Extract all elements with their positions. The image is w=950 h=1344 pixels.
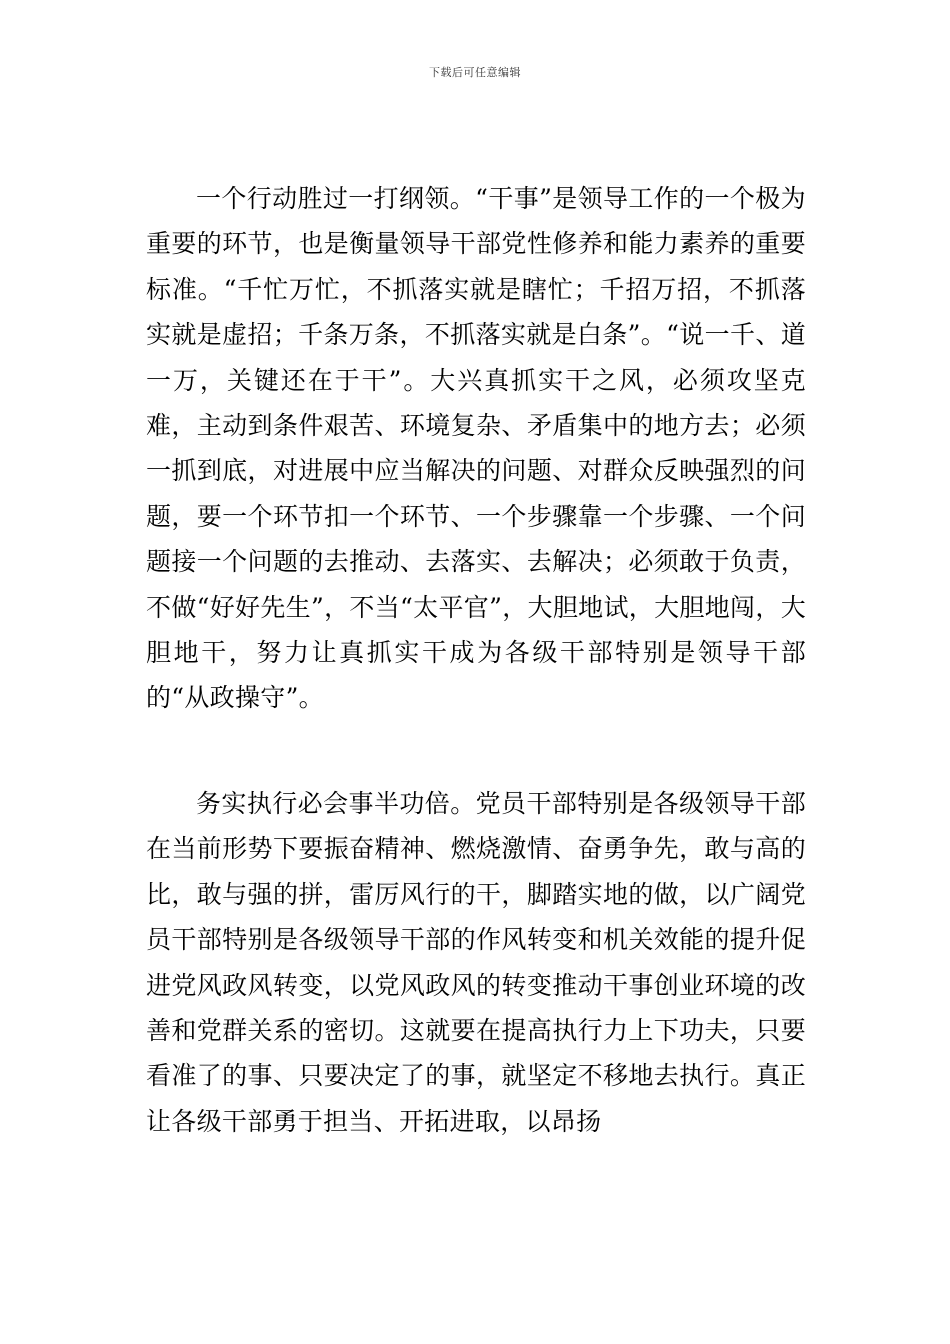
paragraph: 一个行动胜过一打纲领。“干事”是领导工作的一个极为重要的环节，也是衡量领导干部党性修养和能力素养的重要标准。“千忙万忙，不抓落实就是瞎忙；千招万招，不抓落实就是虚招；千条万条，不抓落实就是白条”。“说一千、道一万，关键还在于干”。大兴真抓实干之风，必须攻坚克难，主动到条件艰苦、环境复杂、矛盾集中的地方去；必须一抓到底，对进展中应当解决的问题、对群众反映强烈的问题，要一个环节扣一个环节、一个步骤靠一个步骤、一个问题接一个问题的去推动、去落实、去解决；必须敢于负责，不做“好好先生”，不当“太平官”，大胆地试，大胆地闯，大胆地干，努力让真抓实干成为各级干部特别是领导干部的“从政操守”。 (146, 184, 806, 713)
paragraph: 务实执行必会事半功倍。党员干部特别是各级领导干部在当前形势下要振奋精神、燃烧激情、奋勇争先，敢与高的比，敢与强的拼，雷厉风行的干，脚踏实地的做，以广阔党员干部特别是各级领导干部的作风转变和机关效能的提升促进党风政风转变，以党风政风的转变推动干事创业环境的改善和党群关系的密切。这就要在提高执行力上下功夫，只要看准了的事、只要决定了的事，就坚定不移地去执行。真正让各级干部勇于担当、开拓进取，以昂扬 (146, 788, 806, 1136)
paragraph-spacer (146, 721, 806, 781)
document-body (146, 176, 806, 1144)
page-header-note: 下载后可任意编辑 (429, 66, 521, 79)
